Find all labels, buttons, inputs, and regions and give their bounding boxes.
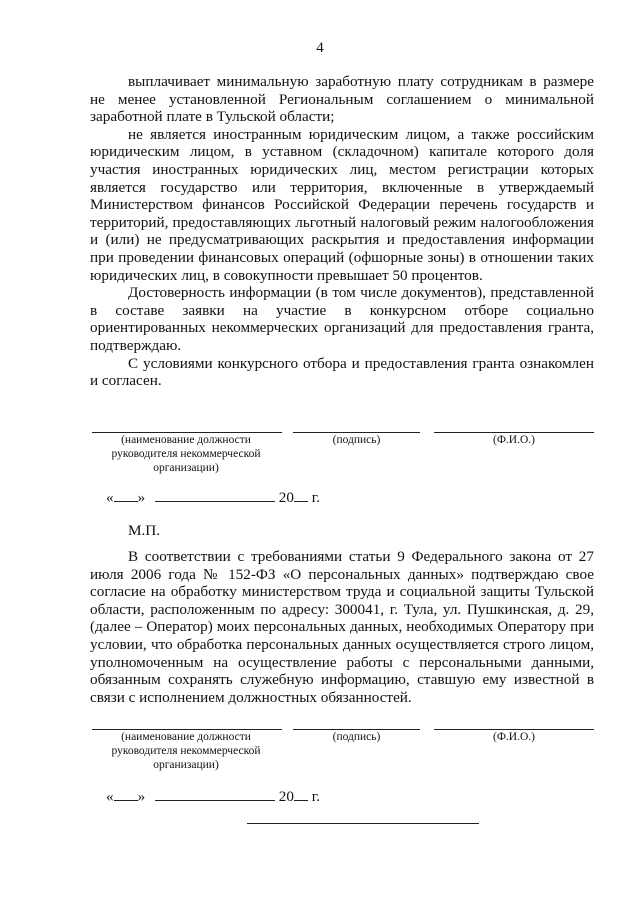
bottom-line bbox=[247, 823, 479, 824]
signature-caption: (подпись) bbox=[332, 434, 381, 446]
date-open-quote-2: « bbox=[106, 788, 114, 805]
terms-text-block bbox=[90, 73, 594, 390]
consent-text-block bbox=[90, 548, 594, 706]
paragraph-personal-data-consent: В соответствии с требованиями статьи 9 Федерального закона от 27 июля 2006 года № 152-ФЗ «О персональных данных» подтверждаю свое согласие на обработку министерством труда и социальной защиты Тульской области, расположенным по адресу: 300041, г. Тула, ул. Пушкинская, д. 29, (далее – Оператор) моих персональных данных, необходимых Оператору при условии, что обработка персональных данных осуществляется строго лицом, уполномоченным на осуществление работы с персональными данными, обязанным сохранять служебную информацию, ставшую ему известной в связи с исполнением должностных обязанностей. bbox=[90, 548, 594, 706]
page-number: 4 bbox=[316, 40, 324, 56]
year-prefix: 20 bbox=[278, 489, 294, 506]
date-field bbox=[106, 488, 320, 507]
year-blank bbox=[294, 488, 308, 502]
position-caption: (наименование должности руководителя некоммерческой организации) bbox=[111, 434, 261, 474]
date-close-quote: » bbox=[137, 489, 146, 506]
month-blank-2 bbox=[155, 787, 275, 801]
year-prefix-2: 20 bbox=[278, 788, 294, 805]
month-blank bbox=[155, 488, 275, 502]
stamp-label: М.П. bbox=[128, 522, 161, 539]
signature-caption-2: (подпись) bbox=[332, 731, 381, 743]
date-field-2 bbox=[106, 787, 320, 806]
date-open-quote: « bbox=[106, 489, 114, 506]
year-suffix: г. bbox=[311, 489, 321, 506]
day-blank bbox=[114, 488, 138, 502]
name-caption: (Ф.И.О.) bbox=[493, 434, 535, 446]
year-blank-2 bbox=[294, 787, 308, 801]
paragraph-information-accuracy: Достоверность информации (в том числе документов), представленной в составе заявки на участие в конкурсном отборе социально ориентированных некоммерческих организаций для предоставления гранта, подтверждаю. bbox=[90, 284, 594, 354]
paragraph-minimum-wage: выплачивает минимальную заработную плату сотрудникам в размере не менее установленной Региональным соглашением о минимальной заработной плате в Тульской области; bbox=[90, 73, 594, 126]
year-suffix-2: г. bbox=[311, 788, 321, 805]
paragraph-conditions-agreement: С условиями конкурсного отбора и предоставления гранта ознакомлен и согласен. bbox=[90, 354, 594, 390]
position-caption-2: (наименование должности руководителя некоммерческой организации) bbox=[111, 731, 261, 771]
paragraph-foreign-entity: не является иностранным юридическим лицом, а также российским юридическим лицом, в уставном (складочном) капитале которого доля участия иностранных юридических лиц, местом регистрации которых является государство или территория, включенные в утверждаемый Министерством финансов Российской Федерации перечень государств и территорий, предоставляющих льготный налоговый режим налогообложения и (или) не предусматривающих раскрытия и предоставления информации при проведении финансовых операций (офшорные зоны) в отношении таких юридических лиц, в совокупности превышает 50 процентов. bbox=[90, 125, 594, 284]
date-close-quote-2: » bbox=[137, 788, 146, 805]
name-caption-2: (Ф.И.О.) bbox=[493, 731, 535, 743]
day-blank-2 bbox=[114, 787, 138, 801]
